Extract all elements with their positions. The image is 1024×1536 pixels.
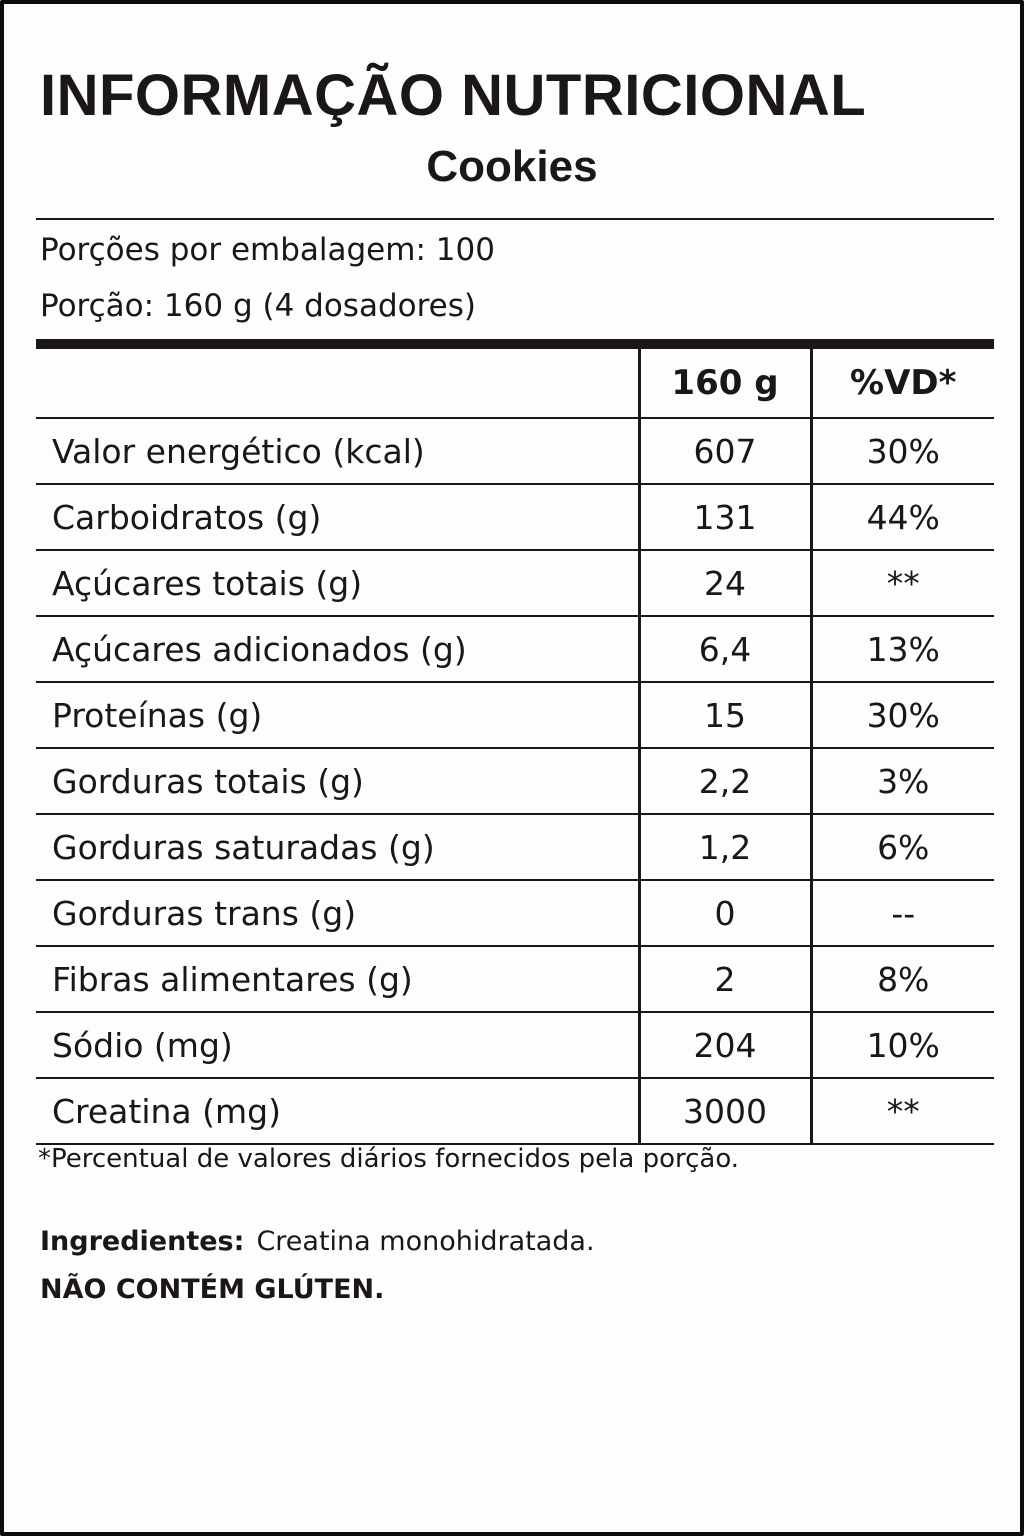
table-row [36, 616, 994, 682]
daily-value-footnote: *Percentual de valores diários fornecidos pela porção. [38, 1144, 740, 1174]
table-row [36, 1078, 994, 1144]
nutrient-amount: 15 [639, 682, 811, 748]
nutrient-name: Açúcares adicionados (g) [36, 616, 639, 682]
table-row [36, 880, 994, 946]
nutrient-amount: 0 [639, 880, 811, 946]
nutrient-name: Valor energético (kcal) [36, 418, 639, 484]
nutrient-amount: 3000 [639, 1078, 811, 1144]
header-nutrient [36, 349, 639, 418]
ingredients-label: Ingredientes: [40, 1226, 245, 1257]
header-amount: 160 g [639, 349, 811, 418]
nutrient-amount: 204 [639, 1012, 811, 1078]
nutrient-daily-value: -- [811, 880, 994, 946]
table-row [36, 1012, 994, 1078]
nutrient-daily-value: ** [811, 1078, 994, 1144]
table-row [36, 418, 994, 484]
nutrient-amount: 24 [639, 550, 811, 616]
nutrient-daily-value: 44% [811, 484, 994, 550]
header-daily-value: %VD* [811, 349, 994, 418]
portion-size: Porção: 160 g (4 dosadores) [40, 288, 476, 324]
table-row [36, 748, 994, 814]
nutrient-daily-value: 13% [811, 616, 994, 682]
nutrient-amount: 6,4 [639, 616, 811, 682]
nutrient-daily-value: 10% [811, 1012, 994, 1078]
nutrient-daily-value: 3% [811, 748, 994, 814]
nutrient-name: Gorduras totais (g) [36, 748, 639, 814]
table-row [36, 946, 994, 1012]
ingredients-line [40, 1226, 595, 1257]
nutrient-name: Gorduras saturadas (g) [36, 814, 639, 880]
nutrient-name: Gorduras trans (g) [36, 880, 639, 946]
table-row [36, 682, 994, 748]
nutrition-table [36, 349, 994, 1145]
table-row [36, 550, 994, 616]
nutrient-name: Açúcares totais (g) [36, 550, 639, 616]
nutrient-amount: 2,2 [639, 748, 811, 814]
nutrient-daily-value: 6% [811, 814, 994, 880]
table-header-row [36, 349, 994, 418]
nutrient-daily-value: 8% [811, 946, 994, 1012]
nutrient-name: Fibras alimentares (g) [36, 946, 639, 1012]
portions-per-package: Porções por embalagem: 100 [40, 232, 495, 268]
nutrient-daily-value: ** [811, 550, 994, 616]
divider-top [36, 218, 994, 220]
nutrient-amount: 131 [639, 484, 811, 550]
nutrient-name: Sódio (mg) [36, 1012, 639, 1078]
divider-thick [36, 339, 994, 349]
nutrient-amount: 1,2 [639, 814, 811, 880]
nutrient-daily-value: 30% [811, 682, 994, 748]
gluten-notice: NÃO CONTÉM GLÚTEN. [40, 1274, 385, 1305]
page-title: INFORMAÇÃO NUTRICIONAL [40, 63, 867, 128]
nutrient-amount: 2 [639, 946, 811, 1012]
nutrient-name: Proteínas (g) [36, 682, 639, 748]
table-row [36, 484, 994, 550]
nutrient-daily-value: 30% [811, 418, 994, 484]
product-name: Cookies [426, 142, 598, 191]
nutrient-name: Carboidratos (g) [36, 484, 639, 550]
ingredients-text: Creatina monohidratada. [256, 1226, 595, 1257]
nutrient-name: Creatina (mg) [36, 1078, 639, 1144]
table-row [36, 814, 994, 880]
nutrient-amount: 607 [639, 418, 811, 484]
